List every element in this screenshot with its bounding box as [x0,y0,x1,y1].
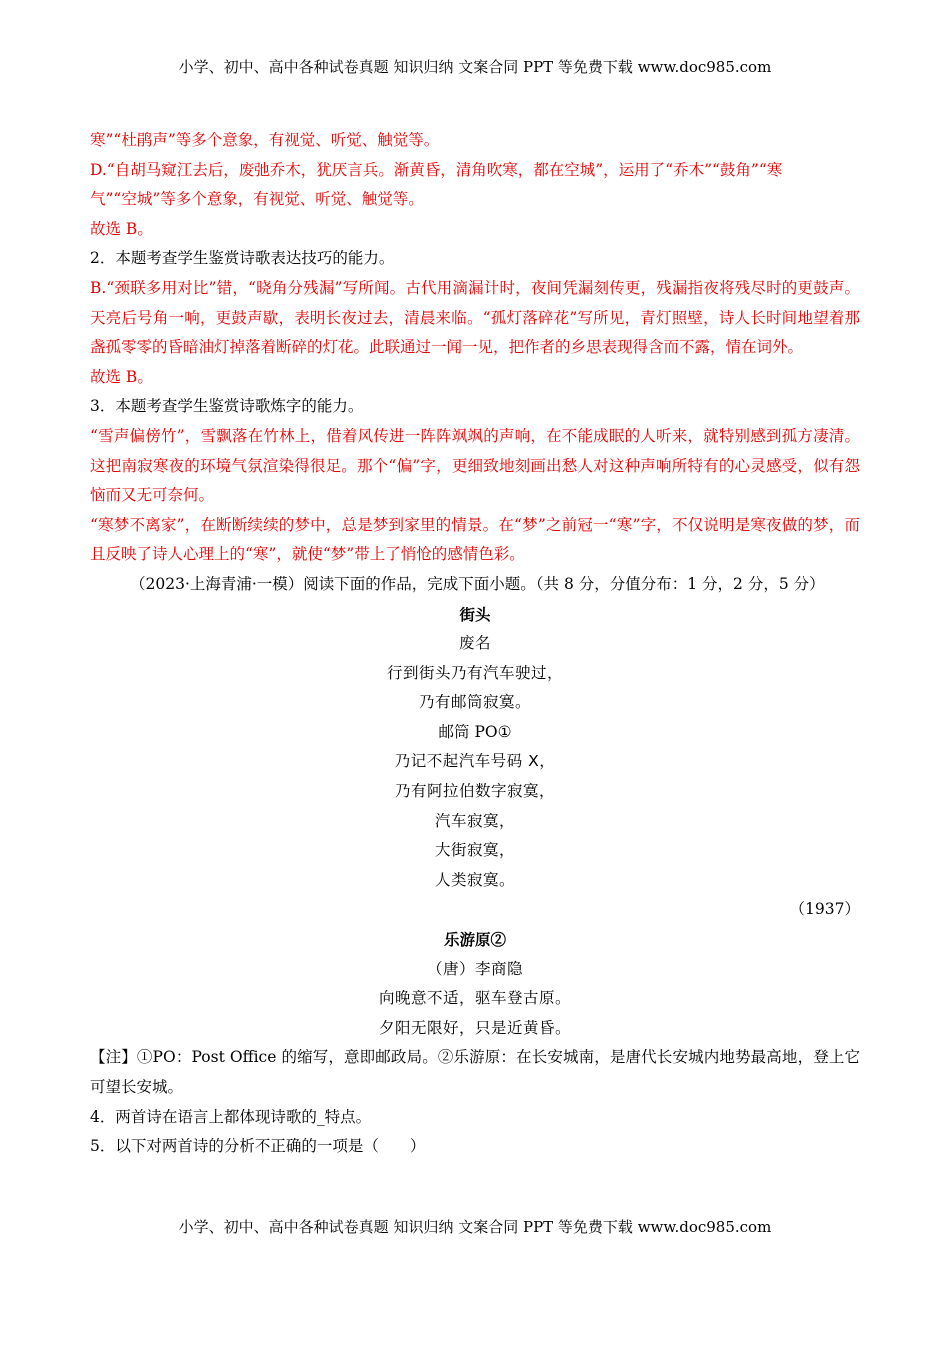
poem1-line: 乃有阿拉伯数字寂寞， [394,782,555,801]
poem2-line: 夕阳无限好，只是近黄昏。 [378,1018,571,1037]
note: 【注】①PO：Post Office 的缩写，意即邮政局。②乐游原：在长安城南，是唐代长安城内地势最高地，登上它可望长安城。 [90,1048,860,1096]
answer-d-line2: 气”“空城”等多个意象，有视觉、听觉、触觉等。 [90,190,424,209]
answer-q3-para1: “雪声偏傍竹”，雪飘落在竹林上，借着风传进一阵阵飒飒的声响，在不能成眠的人听来，就特别感到孤方凄清。这把南寂寒夜的环境气氛渲染得很足。那个“偏”字，更细致地刻画出愁人对这种声响所特有的心灵感受，似有怨恼而又无可奈何。 [90,426,860,505]
poem2-author: （唐）李商隐 [426,959,523,978]
poem2-title: 乐游原② [443,930,506,950]
answer-d-line1: D.“自胡马窥江去后，废弛乔木，犹厌言兵。渐黄昏，清角吹寒，都在空城”，运用了“乔木”“鼓角”“寒 [90,160,783,179]
page-footer: 小学、初中、高中各种试卷真题 知识归纳 文案合同 PPT 等免费下载 www.doc985.com [178,1218,772,1236]
poem1-title: 街头 [459,604,491,624]
poem1-line: 行到街头乃有汽车驶过， [386,663,563,682]
answer-q3-intro: 3．本题考查学生鉴赏诗歌炼字的能力。 [90,397,364,416]
poem1-line: 乃记不起汽车号码 X， [394,752,556,771]
page-content [90,126,860,1162]
poem1-line: 乃有邮筒寂寞。 [418,693,531,712]
answer-q3-para2: “寒梦不离家”，在断断续续的梦中，总是梦到家里的情景。在“梦”之前冠一“寒”字，不仅说明是寒夜做的梦，而且反映了诗人心理上的“寒”，就使“梦”带上了悄怆的感情色彩。 [90,515,860,564]
answer-q2-result: 故选 B。 [90,367,153,386]
poem1-line: 汽车寂寞， [434,811,515,830]
answer-q2-explain: B.“颈联多用对比”错，“晓角分残漏”写所闻。古代用滴漏计时，夜间凭漏刻传更，残漏指夜将残尽时的更鼓声。天亮后号角一响，更鼓声歇，表明长夜过去，清晨来临。“孤灯落碎花”写所见，青灯照壁，诗人长时间地望着那盏孤零零的昏暗油灯掉落着断碎的灯花。此联通过一闻一见，把作者的乡思表现得含而不露，情在词外。 [90,278,860,357]
poem1-line: 大街寂寞， [434,841,515,860]
question-5: 5．以下对两首诗的分析不正确的一项是（ ） [90,1137,426,1156]
answer-q2-intro: 2．本题考查学生鉴赏诗歌表达技巧的能力。 [90,249,395,268]
poem1-author: 废名 [458,634,491,653]
poem1-line: 人类寂寞。 [434,870,515,889]
poem2-line: 向晚意不适，驱车登古原。 [378,989,571,1008]
question-4: 4．两首诗在语言上都体现诗歌的_特点。 [90,1107,372,1126]
question-intro: （2023·上海青浦·一模）阅读下面的作品，完成下面小题。（共 8 分，分值分布：1 分，2 分，5 分） [130,574,825,593]
poem1-line: 邮筒 PO① [438,722,512,741]
poem1-year: （1937） [789,900,860,919]
answer-c-tail: 寒”“杜鹃声”等多个意象，有视觉、听觉、触觉等。 [90,131,440,149]
answer-q1-result: 故选 B。 [90,219,153,238]
page-header: 小学、初中、高中各种试卷真题 知识归纳 文案合同 PPT 等免费下载 www.doc985.com [178,58,772,76]
